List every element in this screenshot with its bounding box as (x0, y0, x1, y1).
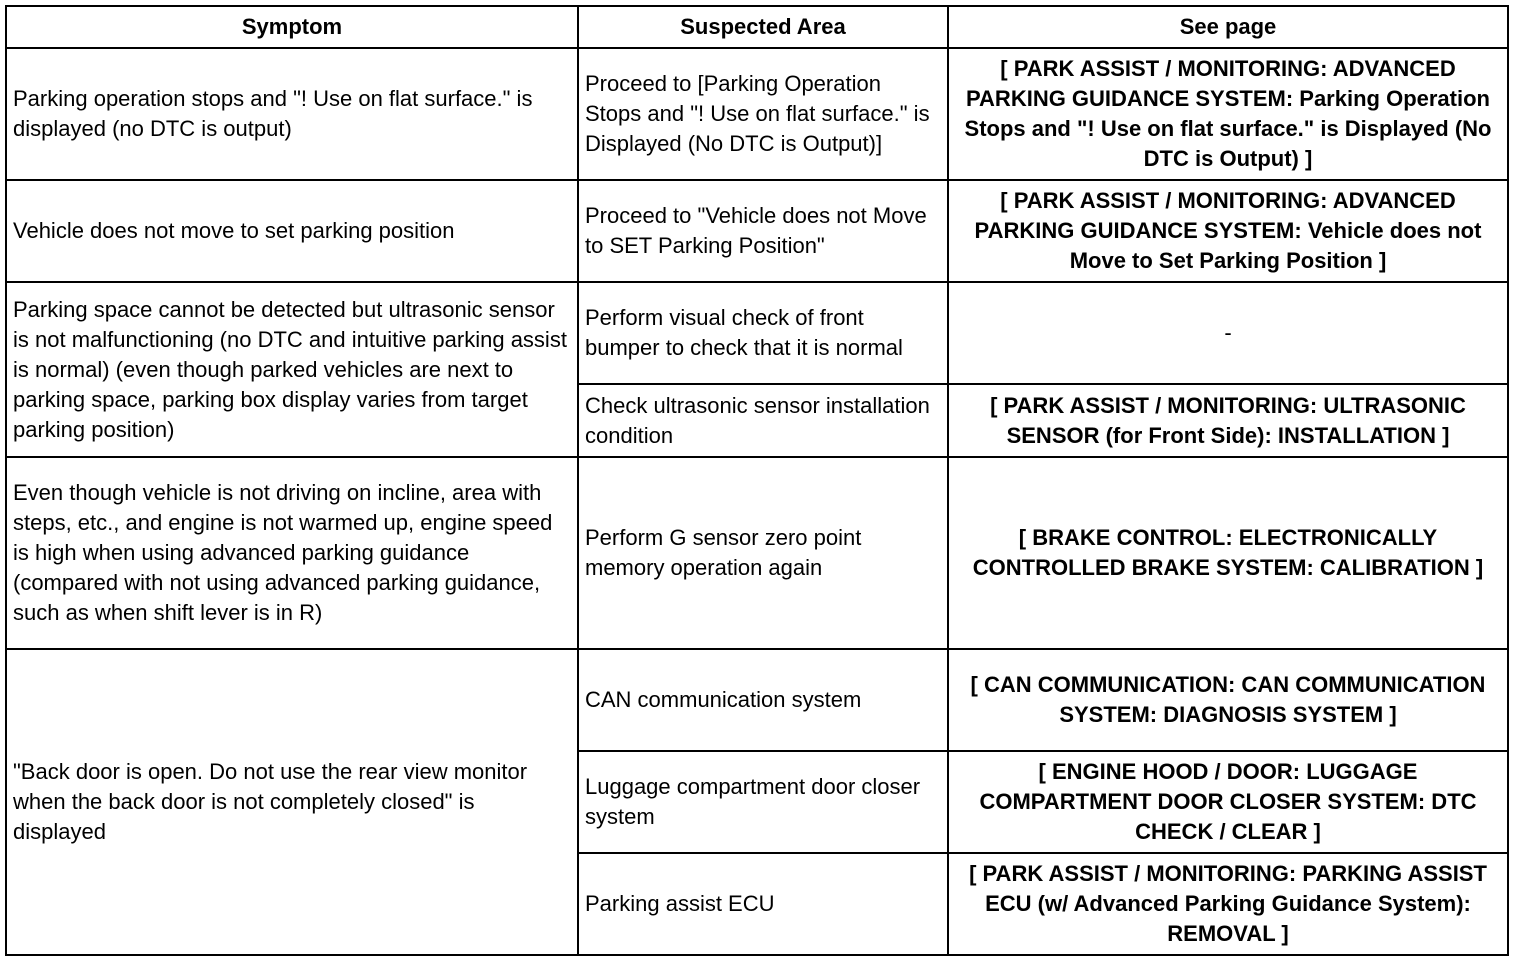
symptom-cell: Even though vehicle is not driving on incline, area with steps, etc., and engine is not warmed up, engine speed is high when using advanced parking guidance (compared with not using advanced parking guidance, such as when shift lever is in R) (6, 457, 578, 649)
header-see-page: See page (948, 6, 1508, 48)
see-page-link[interactable]: [ PARK ASSIST / MONITORING: ULTRASONIC SENSOR (for Front Side): INSTALLATION ] (948, 384, 1508, 457)
suspected-area-cell: Proceed to [Parking Operation Stops and "! Use on flat surface." is Displayed (No DTC is Output)] (578, 48, 948, 180)
see-page-link[interactable]: [ BRAKE CONTROL: ELECTRONICALLY CONTROLLED BRAKE SYSTEM: CALIBRATION ] (948, 457, 1508, 649)
header-symptom: Symptom (6, 6, 578, 48)
table-row (6, 649, 1508, 751)
suspected-area-cell: Parking assist ECU (578, 853, 948, 955)
symptom-cell: Vehicle does not move to set parking position (6, 180, 578, 282)
table-row (6, 282, 1508, 384)
suspected-area-cell: CAN communication system (578, 649, 948, 751)
see-page-cell: - (948, 282, 1508, 384)
problem-symptoms-table (5, 5, 1509, 956)
see-page-link[interactable]: [ ENGINE HOOD / DOOR: LUGGAGE COMPARTMENT DOOR CLOSER SYSTEM: DTC CHECK / CLEAR ] (948, 751, 1508, 853)
suspected-area-cell: Perform visual check of front bumper to check that it is normal (578, 282, 948, 384)
suspected-area-cell: Proceed to "Vehicle does not Move to SET Parking Position" (578, 180, 948, 282)
suspected-area-cell: Luggage compartment door closer system (578, 751, 948, 853)
symptom-cell: Parking operation stops and "! Use on flat surface." is displayed (no DTC is output) (6, 48, 578, 180)
table-row (6, 180, 1508, 282)
header-suspected-area: Suspected Area (578, 6, 948, 48)
see-page-link[interactable]: [ PARK ASSIST / MONITORING: ADVANCED PARKING GUIDANCE SYSTEM: Parking Operation Stops and "! Use on flat surface." is Displayed (No DTC is Output) ] (948, 48, 1508, 180)
table-row (6, 457, 1508, 649)
see-page-link[interactable]: [ PARK ASSIST / MONITORING: ADVANCED PARKING GUIDANCE SYSTEM: Vehicle does not Move to Set Parking Position ] (948, 180, 1508, 282)
symptom-cell: "Back door is open. Do not use the rear view monitor when the back door is not completely closed" is displayed (6, 649, 578, 955)
suspected-area-cell: Check ultrasonic sensor installation condition (578, 384, 948, 457)
see-page-link[interactable]: [ PARK ASSIST / MONITORING: PARKING ASSIST ECU (w/ Advanced Parking Guidance System): REMOVAL ] (948, 853, 1508, 955)
symptom-cell: Parking space cannot be detected but ultrasonic sensor is not malfunctioning (no DTC and intuitive parking assist is normal) (even though parked vehicles are next to parking space, parking box display varies from target parking position) (6, 282, 578, 457)
suspected-area-cell: Perform G sensor zero point memory operation again (578, 457, 948, 649)
table-row (6, 48, 1508, 180)
header-row (6, 6, 1508, 48)
see-page-link[interactable]: [ CAN COMMUNICATION: CAN COMMUNICATION SYSTEM: DIAGNOSIS SYSTEM ] (948, 649, 1508, 751)
